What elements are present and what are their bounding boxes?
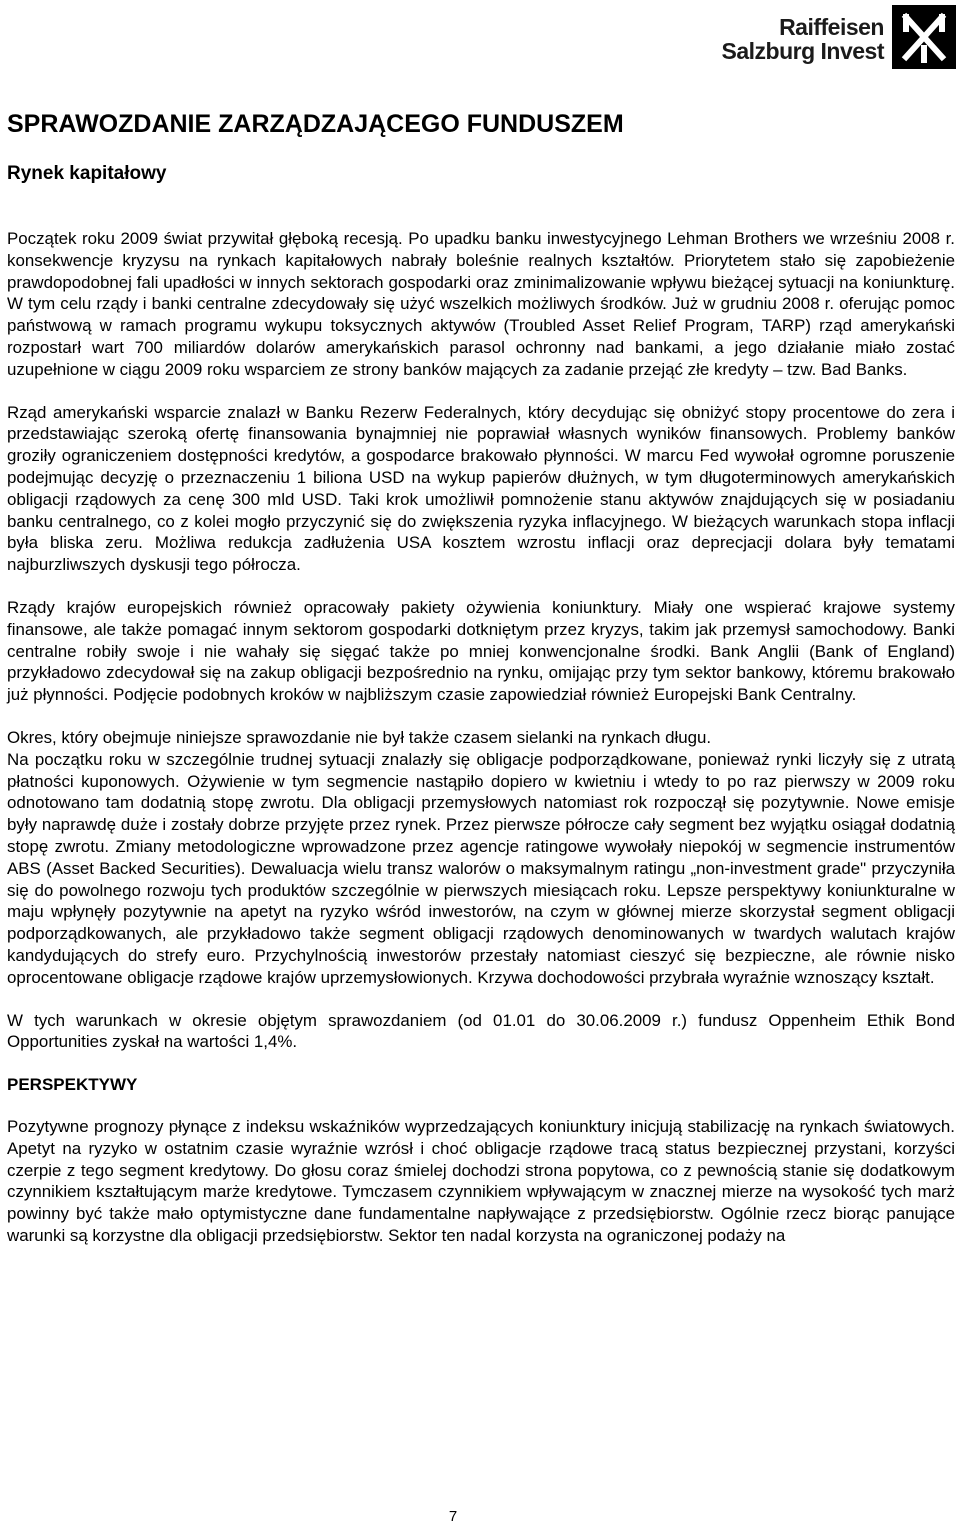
report-title: SPRAWOZDANIE ZARZĄDZAJĄCEGO FUNDUSZEM: [7, 110, 624, 138]
brand-line-1: Raiffeisen: [779, 14, 884, 40]
brand-logo: [722, 5, 956, 69]
page-number: 7: [448, 1508, 458, 1525]
paragraph-6: W tych warunkach w okresie objętym sprawozdaniem (od 01.01 do 30.06.2009 r.) fundusz Oppenheim Ethik Bond Opportunities zyskał na wartości 1,4%.: [7, 1010, 955, 1052]
paragraph-1: Początek roku 2009 świat przywitał głęboką recesją. Po upadku banku inwestycyjnego Lehman Brothers we wrześniu 2008 r. konsekwencje kryzysu na rynkach kapitałowych nabrały boleśnie realnych kształtów. Priorytetem stało się zapobieżenie prawdopodobnej fali upadłości w innych sektorach gospodarki oraz zminimalizowanie wpływu bieżącej sytuacji na koniunkturę. W tym celu rządy i banki centralne zdecydowały się użyć wszelkich możliwych środków. Już w grudniu 2008 r. oferując pomoc państwową w ramach programu wykupu toksycznych aktywów (Troubled Asset Relief Program, TARP) rząd amerykański rozpostarł wart 700 miliardów dolarów amerykańskich parasol ochronny nad bankami, a jego działanie miało zostać uzupełnione w ciągu 2009 roku wsparciem ze strony banków mających za zadanie przejąć złe kredyty – tzw. Bad Banks.: [7, 229, 955, 379]
brand-wordmark: [722, 15, 884, 63]
paragraph-5: Na początku roku w szczególnie trudnej sytuacji znalazły się obligacje podporządkowane, ponieważ rynki liczyły się z utratą płatności kuponowych. Ożywienie w tym segmencie nastąpiło dopiero w kwietniu i wtedy to po raz pierwszy w 2009 roku odnotowano tam dodatnią stopę zwrotu. Dla obligacji przemysłowych natomiast rok rozpoczął się pozytywnie. Nowe emisje były naprawdę duże i zostały dobrze przyjęte przez rynek. Przez pierwsze półrocze cały segment bez wyjątku osiągał dodatnią stopę zwrotu. Zmiany metodologiczne wprowadzone przez agencje ratingowe wywołały niepokój w segmencie instrumentów ABS (Asset Backed Securities). Dewaluacja wielu transz walorów o maksymalnym ratingu „non-investment grade" przyczyniła się do powolnego rozwoju tych produktów szczególnie w pierwszych miesiącach roku. Lepsze perspektywy koniunkturalne w maju wpłynęły pozytywnie na apetyt na ryzyko wśród inwestorów, na czym w głównej mierze skorzystał segment obligacji podporządkowanych, ale przykładowo także segment obligacji rządowych denominowanych w twardych walutach krajów kandydujących do strefy euro. Przychylnością inwestorów przestały natomiast cieszyć się bezpieczne, ale równie nisko oprocentowane obligacje rządowe krajów uprzemysłowionych. Krzywa dochodowości przybrała wyraźnie wznoszący kształt.: [7, 749, 955, 987]
document-body: [7, 108, 955, 1247]
paragraph-4: Okres, który obejmuje niniejsze sprawozdanie nie był także czasem sielanki na rynkach długu.: [7, 727, 712, 747]
paragraph-2: Rząd amerykański wsparcie znalazł w Banku Rezerw Federalnych, który decydując się obniżyć stopy procentowe do zera i przedstawiając szeroką ofertę finansowania bynajmniej nie poprawiał własnych wyników finansowych. Problemy banków groziły ograniczeniem dostępności kredytów, a gospodarce brakowało płynności. W marcu Fed wywołał ogromne poruszenie podejmując decyzję o przeznaczeniu 1 biliona USD na wykup papierów dłużnych, w tym długoterminowych amerykańskich obligacji rządowych za cenę 300 mld USD. Taki krok umożliwił pomnożenie stanu aktywów znajdujących się w posiadaniu banku centralnego, co z kolei mogło przyczynić się do zwiększenia ryzyka inflacyjnego. W bieżących warunkach stopa inflacji była bliska zeru. Możliwa redukcja zadłużenia USA kosztem wzrostu inflacji oraz deprecjacji dolara były tematami najburzliwszych dyskusji tego półrocza.: [7, 402, 955, 575]
brand-line-2: Salzburg Invest: [721, 38, 884, 64]
paragraph-3: Rządy krajów europejskich również opracowały pakiety ożywienia koniunktury. Miały one wspierać krajowe systemy finansowe, ale także pomagać innym sektorom gospodarki dotkniętym przez kryzys, takim jak przemysł samochodowy. Banki centralne robiły swoje i nie wahały się sięgać także po mniej konwencjonalne środki. Bank Anglii (Bank of England) przykładowo zdecydował się na zakup obligacji bezpośrednio na rynku, omijając przy tym sektor bankowy, któremu brakowało już płynności. Podjęcie podobnych kroków w najbliższym czasie zapowiedział również Europejski Bank Centralny.: [7, 597, 955, 705]
paragraph-perspektywy: Pozytywne prognozy płynące z indeksu wskaźników wyprzedzających koniunktury inicjują stabilizację na rynkach światowych. Apetyt na ryzyko w ostatnim czasie wyraźnie wzrósł i choć obligacje rządowe tracą status bezpiecznej przystani, korzyści czerpie z tego segment kredytowy. Do głosu coraz śmielej dochodzi strona popytowa, co z pewnością stanie się dodatkowym czynnikiem kształtującym marże kredytowe. Tymczasem czynnikiem wpływającym w znacznej mierze na wysokość tych marż powinny być także mało optymistyczne dane fundamentalne napływające z przedsiębiorstw. Ogólnie rzecz biorąc panujące warunki są korzystne dla obligacji przedsiębiorstw. Sektor ten nadal korzysta na ograniczonej podaży na: [7, 1117, 955, 1246]
section-title-capital-market: Rynek kapitałowy: [7, 163, 167, 184]
section-title-perspektywy: PERSPEKTYWY: [7, 1075, 138, 1095]
crossed-gables-logo-icon: [892, 5, 956, 69]
